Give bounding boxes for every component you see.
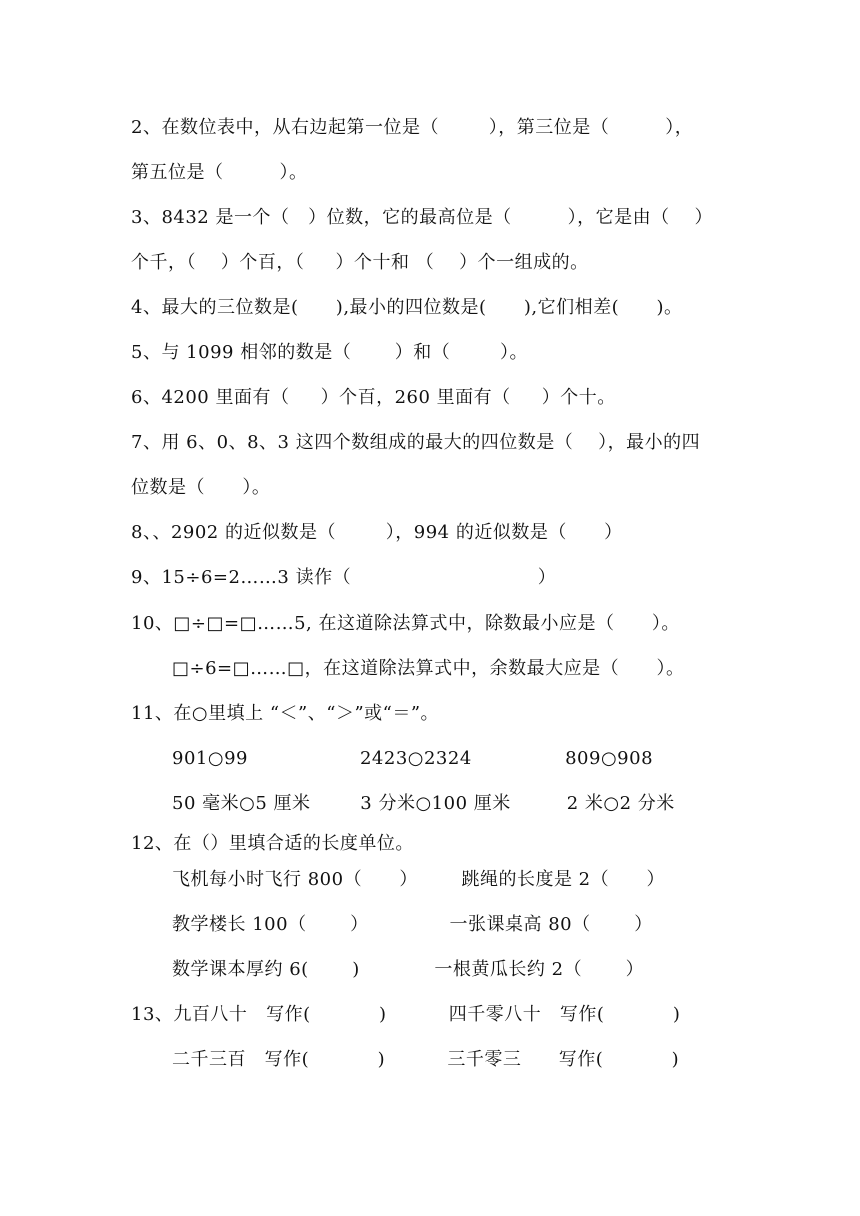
q12-title: 12、在（）里填合适的长度单位。	[131, 833, 414, 854]
q2-line2: 第五位是（ ）。	[131, 162, 308, 183]
q7-line2: 位数是（ ）。	[131, 477, 271, 498]
q7-line1: 7、用 6、0、8、3 这四个数组成的最大的四位数是（ ），最小的四	[131, 432, 701, 453]
q3-line1: 3、8432 是一个（ ）位数，它的最高位是（ ），它是由（ ）	[131, 207, 714, 228]
q2-line1: 2、在数位表中，从右边起第一位是（ ），第三位是（ ），	[131, 117, 694, 138]
q12-row3: 数学课本厚约 6( ) 一根黄瓜长约 2（ ）	[172, 959, 645, 980]
q6-line1: 6、4200 里面有（ ）个百，260 里面有（ ）个十。	[131, 387, 616, 408]
q10-line1: 10、□÷□=□……5, 在这道除法算式中，除数最小应是（ ）。	[131, 613, 680, 634]
q8-line1: 8、、2902 的近似数是（ ），994 的近似数是（ ）	[131, 522, 623, 543]
q13-row1: 13、九百八十 写作( ) 四千零八十 写作( )	[131, 1004, 681, 1025]
q5-line1: 5、与 1099 相邻的数是（ ）和（ ）。	[131, 342, 529, 363]
q13-row2: 二千三百 写作( ) 三千零三 写作( )	[172, 1049, 680, 1070]
q12-row2: 教学楼长 100（ ） 一张课桌高 80（ ）	[172, 914, 653, 935]
q10-line2: □÷6=□……□，在这道除法算式中，余数最大应是（ ）。	[172, 658, 685, 679]
q11-row2: 50 毫米○5 厘米 3 分米○100 厘米 2 米○2 分米	[172, 793, 675, 814]
q3-line2: 个千，（ ）个百，（ ）个十和 （ ）个一组成的。	[131, 252, 589, 273]
q4-line1: 4、最大的三位数是( ),最小的四位数是( ),它们相差( )。	[131, 297, 683, 318]
q11-title: 11、在○里填上 “＜”、“＞”或“＝”。	[131, 703, 440, 724]
q12-row1: 飞机每小时飞行 800（ ） 跳绳的长度是 2（ ）	[172, 869, 665, 890]
q9-line1: 9、15÷6=2……3 读作（ ）	[131, 567, 557, 588]
q11-row1: 901○99 2423○2324 809○908	[172, 748, 654, 769]
